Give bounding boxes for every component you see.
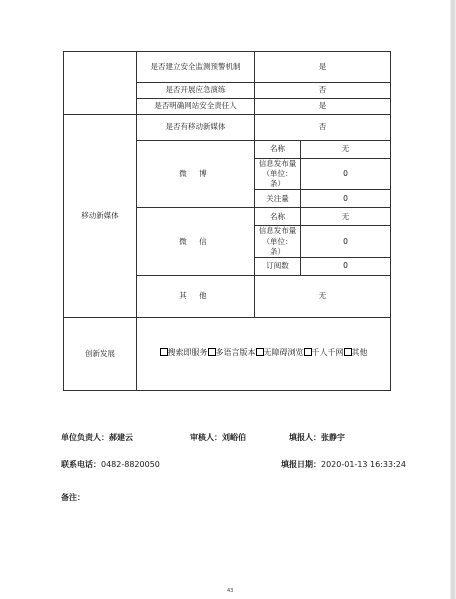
section-label-empty bbox=[64, 52, 137, 115]
table-row bbox=[64, 115, 391, 141]
field-label: 关注量 bbox=[255, 190, 301, 208]
field-label: 信息发布量（单位：条） bbox=[255, 159, 301, 190]
filler-line bbox=[289, 432, 345, 443]
answer-cell: 否 bbox=[255, 115, 391, 141]
remarks-line bbox=[61, 492, 85, 503]
reviewer-value: 刘峪伯 bbox=[222, 433, 246, 442]
checkbox-icon[interactable] bbox=[304, 348, 312, 356]
phone-label: 联系电话： bbox=[61, 460, 101, 469]
option-accessibility[interactable] bbox=[256, 348, 304, 359]
question-cell: 是否开展应急演练 bbox=[137, 83, 255, 99]
page-number: 43 bbox=[227, 588, 234, 594]
field-value: 0 bbox=[301, 159, 391, 190]
weibo-label: 微 博 bbox=[137, 141, 255, 208]
other-value: 无 bbox=[255, 275, 391, 317]
checkbox-icon[interactable] bbox=[160, 348, 168, 356]
field-label: 名称 bbox=[255, 141, 301, 159]
weixin-label: 微 信 bbox=[137, 208, 255, 275]
date-label: 填报日期： bbox=[281, 460, 321, 469]
unit-head-line bbox=[61, 432, 133, 443]
table-row bbox=[64, 52, 391, 83]
page-edge-scrollbar[interactable] bbox=[451, 0, 455, 599]
question-cell: 是否明确网站安全责任人 bbox=[137, 99, 255, 115]
report-table bbox=[63, 51, 391, 391]
innovation-label: 创新发展 bbox=[64, 317, 137, 390]
reviewer-label: 审核人： bbox=[190, 433, 222, 442]
other-label: 其 他 bbox=[137, 275, 255, 317]
field-value: 无 bbox=[301, 141, 391, 159]
field-label: 订阅数 bbox=[255, 257, 301, 275]
question-cell: 是否有移动新媒体 bbox=[137, 115, 255, 141]
page-edge-strip bbox=[450, 0, 456, 599]
field-label: 名称 bbox=[255, 208, 301, 226]
option-other[interactable] bbox=[344, 348, 368, 359]
option-label: 搜索即服务 bbox=[167, 348, 208, 358]
date-line bbox=[281, 459, 406, 470]
innovation-options bbox=[137, 317, 391, 390]
answer-cell: 是 bbox=[255, 52, 391, 83]
option-label: 无障碍浏览 bbox=[263, 348, 304, 358]
remarks-label: 备注： bbox=[61, 493, 85, 502]
field-value: 无 bbox=[301, 208, 391, 226]
unit-head-label: 单位负责人： bbox=[61, 433, 109, 442]
checkbox-icon[interactable] bbox=[344, 348, 352, 356]
mobile-section-label: 移动新媒体 bbox=[64, 115, 137, 318]
table-row bbox=[64, 317, 391, 390]
answer-cell: 否 bbox=[255, 83, 391, 99]
option-personalized[interactable] bbox=[304, 348, 344, 359]
field-value: 0 bbox=[301, 257, 391, 275]
phone-value: 0482-8820050 bbox=[101, 460, 160, 469]
field-value: 0 bbox=[301, 226, 391, 257]
field-value: 0 bbox=[301, 190, 391, 208]
option-label: 其他 bbox=[351, 348, 368, 358]
option-multilingual[interactable] bbox=[208, 348, 256, 359]
reviewer-line bbox=[190, 432, 246, 443]
unit-head-value: 郝建云 bbox=[109, 433, 133, 442]
question-cell: 是否建立安全监测预警机制 bbox=[137, 52, 255, 83]
answer-cell: 是 bbox=[255, 99, 391, 115]
date-value: 2020-01-13 16:33:24 bbox=[321, 460, 406, 469]
checkbox-icon[interactable] bbox=[256, 348, 264, 356]
field-label: 信息发布量（单位：条） bbox=[255, 226, 301, 257]
phone-line bbox=[61, 459, 160, 470]
filler-value: 张静宇 bbox=[321, 433, 345, 442]
option-label: 多语言版本 bbox=[215, 348, 256, 358]
filler-label: 填报人： bbox=[289, 433, 321, 442]
option-search-as-service[interactable] bbox=[160, 348, 208, 359]
checkbox-icon[interactable] bbox=[208, 348, 216, 356]
option-label: 千人千网 bbox=[311, 348, 344, 358]
